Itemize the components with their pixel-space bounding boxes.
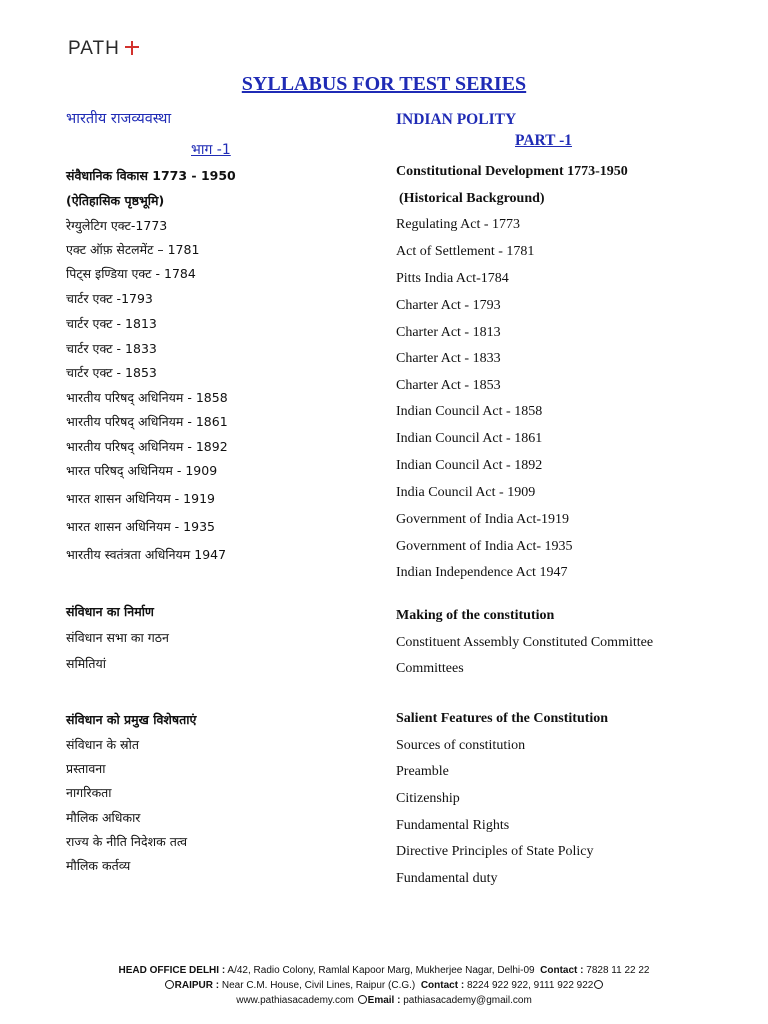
- footer-raipur-contact: 8224 922 922, 9111 922 922: [466, 980, 594, 991]
- list-item: भारतीय परिषद् अधिनियम - 1858: [66, 390, 228, 405]
- list-item: Constituent Assembly Constituted Committee: [396, 635, 654, 650]
- list-item: (Historical Background): [399, 191, 545, 206]
- list-item: पिट्स इण्डिया एक्ट - 1784: [66, 266, 196, 281]
- list-item: Charter Act - 1853: [396, 378, 501, 393]
- list-item: संविधान का निर्माण: [66, 604, 154, 619]
- list-item: Constitutional Development 1773-1950: [396, 164, 628, 179]
- list-item: Fundamental Rights: [396, 818, 510, 833]
- list-item: संवैधानिक विकास 1773 - 1950: [66, 168, 236, 183]
- footer-web-line: [0, 993, 768, 1008]
- list-item: Government of India Act- 1935: [396, 539, 573, 554]
- list-item: एक्ट ऑफ़ सेटलमेंट – 1781: [66, 242, 200, 257]
- footer: [0, 963, 768, 1008]
- list-item: Citizenship: [396, 791, 460, 806]
- list-item: संविधान सभा का गठन: [66, 630, 169, 645]
- logo: [68, 38, 148, 64]
- list-item: Government of India Act-1919: [396, 512, 570, 527]
- hindi-heading: भारतीय राजव्यवस्था: [66, 111, 172, 127]
- list-item: संविधान के स्रोत: [66, 737, 139, 752]
- list-item: समितियां: [66, 656, 107, 671]
- list-item: Indian Council Act - 1858: [396, 404, 543, 419]
- list-item: Committees: [396, 661, 464, 676]
- list-item: Charter Act - 1793: [396, 298, 501, 313]
- footer-raipur-line: [0, 978, 768, 993]
- footer-head-office-line: [0, 963, 768, 978]
- footer-email-label: Email :: [367, 995, 401, 1006]
- footer-head-office-address: A/42, Radio Colony, Ramlal Kapoor Marg, Mukherjee Nagar, Delhi-09: [227, 965, 535, 976]
- list-item: मौलिक अधिकार: [66, 810, 141, 825]
- list-item: भारत परिषद् अधिनियम - 1909: [66, 463, 218, 478]
- list-item: चार्टर एक्ट - 1853: [66, 365, 157, 380]
- list-item: Indian Council Act - 1861: [396, 431, 543, 446]
- list-item: (ऐतिहासिक पृष्ठभूमि): [66, 193, 165, 208]
- footer-raipur-label: RAIPUR :: [174, 980, 220, 991]
- list-item: राज्य के नीति निदेशक तत्व: [66, 834, 188, 849]
- list-item: Act of Settlement - 1781: [396, 244, 535, 259]
- list-item: भारत शासन अधिनियम - 1919: [66, 491, 215, 506]
- english-part-label: PART -1: [515, 132, 573, 149]
- list-item: भारतीय परिषद् अधिनियम - 1892: [66, 439, 228, 454]
- list-item: प्रस्तावना: [66, 761, 106, 776]
- footer-head-office-label: HEAD OFFICE DELHI :: [118, 965, 226, 976]
- english-heading: INDIAN POLITY: [396, 111, 517, 128]
- footer-raipur-contact-label: Contact :: [420, 980, 465, 991]
- footer-raipur-address: Near C.M. House, Civil Lines, Raipur (C.G.): [221, 980, 416, 991]
- list-item: भारतीय स्वतंत्रता अधिनियम 1947: [66, 547, 227, 562]
- list-item: संविधान को प्रमुख विशेषताएं: [66, 712, 197, 727]
- list-item: चार्टर एक्ट - 1813: [66, 316, 157, 331]
- list-item: India Council Act - 1909: [396, 485, 536, 500]
- logo-wordmark: PATH: [68, 38, 120, 59]
- footer-website-link[interactable]: www.pathiasacademy.com: [236, 995, 354, 1006]
- list-item: चार्टर एक्ट - 1833: [66, 341, 157, 356]
- circle-bullet-icon: [358, 995, 367, 1004]
- list-item: Indian Independence Act 1947: [396, 565, 568, 580]
- list-item: Directive Principles of State Policy: [396, 844, 594, 859]
- list-item: Sources of constitution: [396, 738, 526, 753]
- list-item: Salient Features of the Constitution: [396, 711, 609, 726]
- circle-bullet-icon: [165, 980, 174, 989]
- footer-email-link[interactable]: pathiasacademy@gmail.com: [403, 995, 532, 1006]
- list-item: Charter Act - 1833: [396, 351, 501, 366]
- list-item: Regulating Act - 1773: [396, 217, 521, 232]
- hindi-part-label: भाग -1: [191, 142, 231, 158]
- list-item: Charter Act - 1813: [396, 325, 501, 340]
- list-item: भारत शासन अधिनियम - 1935: [66, 519, 215, 534]
- footer-contact-label: Contact :: [540, 965, 584, 976]
- logo-plus-icon: [124, 40, 140, 56]
- list-item: चार्टर एक्ट -1793: [66, 291, 153, 306]
- list-item: Pitts India Act-1784: [396, 271, 509, 286]
- circle-bullet-icon: [594, 980, 603, 989]
- list-item: Making of the constitution: [396, 608, 555, 623]
- footer-head-office-contact: 7828 11 22 22: [586, 965, 650, 976]
- page-title: SYLLABUS FOR TEST SERIES: [241, 73, 527, 95]
- list-item: Fundamental duty: [396, 871, 498, 886]
- list-item: भारतीय परिषद् अधिनियम - 1861: [66, 414, 228, 429]
- list-item: रेग्युलेटिग एक्ट-1773: [66, 218, 168, 233]
- list-item: Preamble: [396, 764, 449, 779]
- list-item: नागरिकता: [66, 785, 112, 800]
- list-item: मौलिक कर्तव्य: [66, 858, 131, 873]
- list-item: Indian Council Act - 1892: [396, 458, 543, 473]
